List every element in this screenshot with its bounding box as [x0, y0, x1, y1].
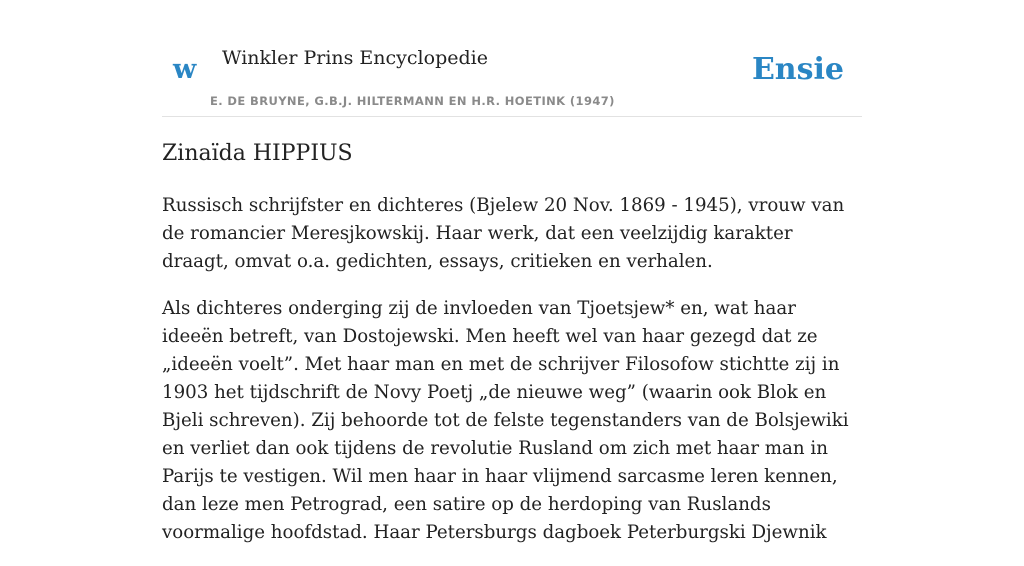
entry-body: [162, 192, 862, 566]
book-logo-icon[interactable]: w: [173, 54, 197, 85]
ensie-brand-logo[interactable]: Ensie: [751, 52, 844, 87]
book-authors: E. DE BRUYNE, G.B.J. HILTERMANN EN H.R. HOETINK (1947): [210, 94, 615, 108]
entry-paragraph: Als dichteres onderging zij de invloeden van Tjoetsjew* en, wat haar ideeën betreft, van Dostojewski. Men heeft wel van haar gezegd dat ze „ideeën voelt”. Met haar man en met de schrijver Filosofow stichtte zij in 1903 het tijdschrift de Novy Poetj „de nieuwe weg” (waarin ook Blok en Bjeli schreven). Zij behoorde tot de felste tegenstanders van de Bolsjewiki en verliet dan ook tijdens de revolutie Rusland om zich met haar man in Parijs te vestigen. Wil men haar in haar vlijmend sarcasme leren kennen, dan leze men Petrograd, een satire op de herdoping van Ruslands voormalige hoofdstad. Haar Petersburgs dagboek Peterburgski Djewnik: [162, 298, 849, 543]
book-title-link[interactable]: Winkler Prins Encyclopedie: [222, 47, 488, 69]
entry-paragraph: Russisch schrijfster en dichteres (Bjelew 20 Nov. 1869 - 1945), vrouw van de romancier Meresjkowskij. Haar werk, dat een veelzijdig karakter draagt, omvat o.a. gedichten, essays, critieken en verhalen.: [162, 195, 845, 272]
article-container: [162, 0, 862, 543]
entry-title: Zinaïda HIPPIUS: [162, 141, 353, 166]
book-header: [162, 0, 862, 117]
